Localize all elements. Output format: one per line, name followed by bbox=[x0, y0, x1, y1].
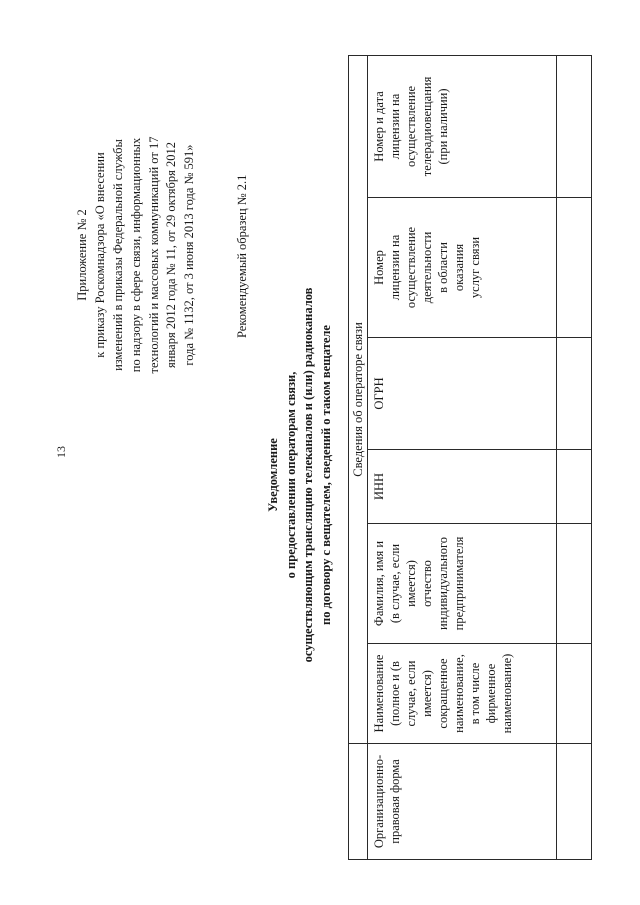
column-header-communication-license bbox=[368, 198, 557, 338]
header-text-line: Номер bbox=[372, 250, 387, 285]
heading-line: по договору с вещателем, сведений о таком вещателе bbox=[318, 325, 333, 625]
header-text-line: отчество bbox=[420, 560, 435, 607]
appendix-line: Приложение № 2 bbox=[75, 209, 89, 301]
header-text-line: Фамилия, имя и bbox=[372, 540, 387, 627]
header-text-line: ИНН bbox=[372, 472, 387, 501]
notice-table bbox=[348, 55, 592, 860]
column-header-ogrn bbox=[368, 338, 557, 450]
appendix-reference bbox=[74, 75, 199, 435]
header-text-line: оказания bbox=[452, 243, 467, 292]
empty-cell bbox=[556, 644, 591, 744]
group-header-blank bbox=[349, 744, 368, 860]
heading-line: о предоставлении операторам связи, bbox=[283, 371, 298, 579]
header-text-line: Наименование bbox=[372, 654, 387, 733]
column-header-inn bbox=[368, 450, 557, 524]
header-text-line: осуществление bbox=[404, 226, 419, 309]
recommended-sample-label: Рекомендуемый образец № 2.1 bbox=[235, 174, 249, 338]
empty-cell bbox=[556, 450, 591, 524]
header-text-line: (при наличии) bbox=[436, 88, 451, 165]
empty-cell bbox=[556, 338, 591, 450]
document-heading bbox=[265, 225, 335, 725]
group-header-row bbox=[349, 55, 368, 859]
header-text-line: услуг связи bbox=[468, 236, 483, 299]
header-text-line: случае, если bbox=[404, 660, 419, 727]
appendix-line: технологий и массовых коммуникаций от 17 bbox=[146, 136, 161, 374]
header-text-line: наименование) bbox=[500, 653, 515, 734]
empty-cell bbox=[556, 55, 591, 197]
table-row bbox=[556, 55, 591, 859]
header-text-line: предпринимателя bbox=[452, 536, 467, 631]
header-text-line: телерадиовещания bbox=[420, 76, 435, 177]
appendix-line: к приказу Роскомнадзора «О внесении bbox=[92, 152, 107, 358]
header-text-line: Номер и дата bbox=[372, 91, 387, 162]
empty-cell bbox=[556, 744, 591, 860]
header-text-line: Организационно- bbox=[372, 754, 387, 849]
header-text-line: деятельности bbox=[420, 231, 435, 304]
appendix-line: года № 1132, от 3 июня 2013 года № 591» bbox=[182, 144, 197, 366]
header-text-line: (в случае, если bbox=[388, 543, 403, 624]
header-text-line: лицензии на bbox=[388, 234, 403, 301]
header-text-line: индивидуального bbox=[436, 536, 451, 631]
header-text-line: (полное и (в bbox=[388, 661, 403, 726]
header-text-line: ОГРН bbox=[372, 377, 387, 410]
heading-line: осуществляющим трансляцию телеканалов и (или) радиоканалов bbox=[301, 287, 315, 663]
appendix-line: по надзору в сфере связи, информационных bbox=[128, 137, 143, 373]
header-text-line: наименование, bbox=[452, 654, 467, 733]
header-text-line: сокращенное bbox=[436, 658, 451, 729]
header-text-line: осуществление bbox=[404, 85, 419, 168]
column-header-entrepreneur-name bbox=[368, 524, 557, 644]
header-text-line: фирменное bbox=[484, 663, 499, 724]
header-text-line: в том числе bbox=[468, 662, 483, 725]
column-header-legal-form bbox=[368, 744, 557, 860]
header-text-line: в области bbox=[436, 242, 451, 293]
appendix-line: изменений в приказы Федеральной службы bbox=[110, 139, 125, 371]
header-text-line: лицензии на bbox=[388, 93, 403, 160]
operator-info-group-header: Сведения об операторе связи bbox=[349, 55, 368, 743]
header-text-line: имеется) bbox=[420, 670, 435, 717]
column-header-broadcast-license bbox=[368, 55, 557, 197]
header-text-line: правовая форма bbox=[388, 759, 403, 844]
column-header-name bbox=[368, 644, 557, 744]
heading-title: Уведомление bbox=[266, 438, 280, 512]
empty-cell bbox=[556, 198, 591, 338]
page-number: 13 bbox=[54, 446, 68, 458]
column-header-row bbox=[368, 55, 557, 859]
header-text-line: имеется) bbox=[404, 560, 419, 607]
empty-cell bbox=[556, 524, 591, 644]
appendix-line: января 2012 года № 11, от 29 октября 2012 bbox=[164, 141, 179, 369]
